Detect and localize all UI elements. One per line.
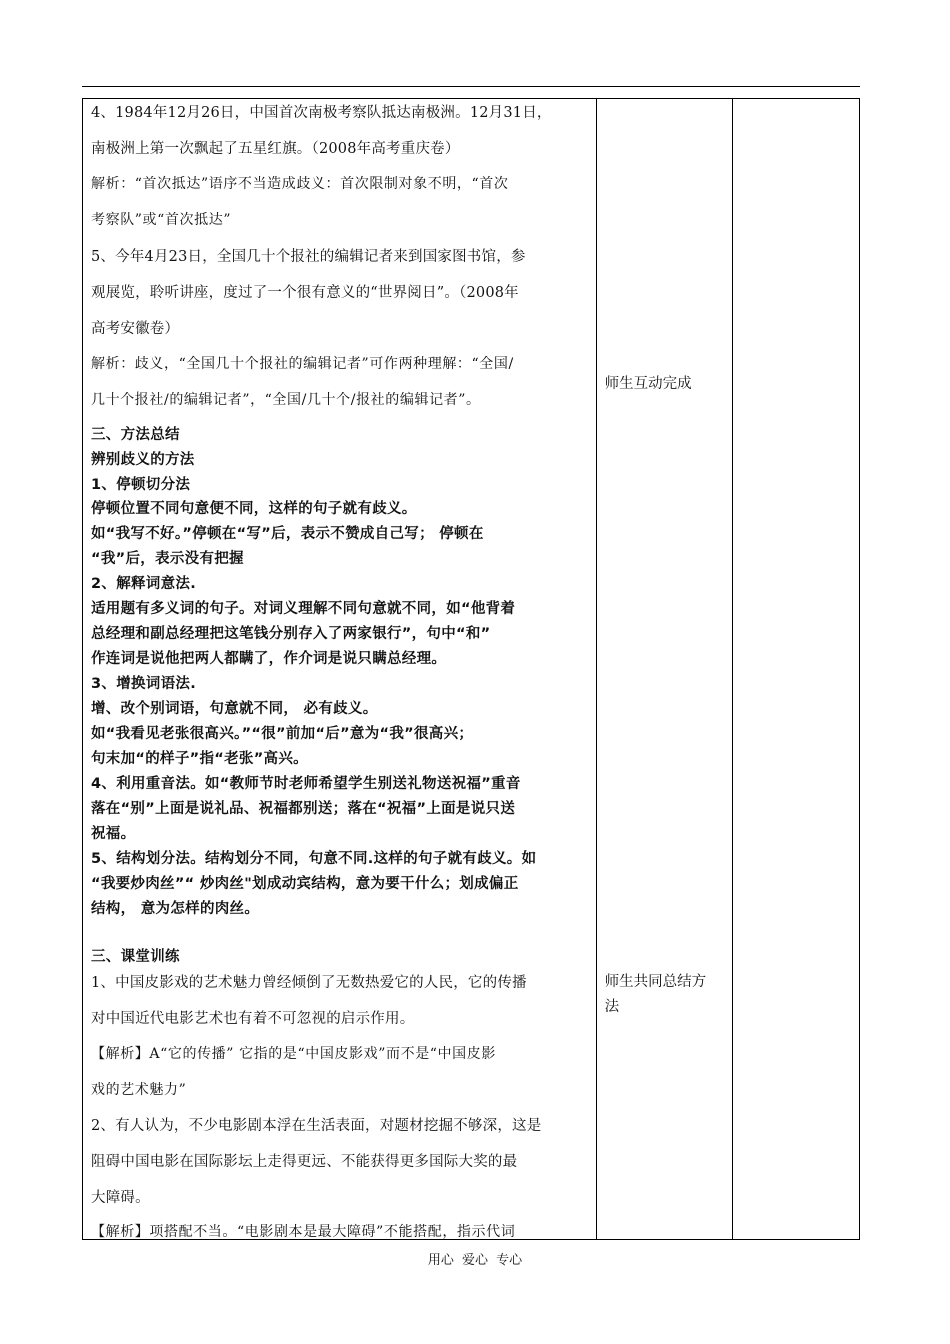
header-rule <box>82 86 860 87</box>
method-text: 增、改个别词语，句意就不同， 必有歧义。 <box>91 701 378 717</box>
method-text: 句末加“的样子”指“老张”高兴。 <box>91 751 308 767</box>
activity-note: 师生共同总结方 <box>604 974 707 990</box>
text-line: 1、中国皮影戏的艺术魅力曾经倾倒了无数热爱它的人民，它的传播 <box>91 975 527 991</box>
analysis-line: 考察队”或“首次抵达” <box>91 212 232 228</box>
text-line: 对中国近代电影艺术也有着不可忽视的启示作用。 <box>91 1011 415 1027</box>
lesson-plan-table <box>82 98 860 1240</box>
text-line: 4、1984年12月26日，中国首次南极考察队抵达南极洲。12月31日， <box>91 105 552 121</box>
analysis-line: 解析：歧义，“全国几十个报社的编辑记者”可作两种理解：“全国/ <box>91 356 514 372</box>
method-text: 4、利用重音法。如“教师节时老师希望学生别送礼物送祝福”重音 <box>91 776 521 792</box>
analysis-line: 【解析】A“它的传播” 它指的是“中国皮影戏”而不是“中国皮影 <box>91 1046 496 1062</box>
method-text: 落在“别”上面是说礼品、祝福都别送；落在“祝福”上面是说只送 <box>91 801 516 817</box>
method-title: 2、解释词意法. <box>91 576 196 592</box>
method-text: 如“我看见老张很高兴。”“很”前加“后”意为“我”很高兴； <box>91 726 474 742</box>
analysis-line: 几十个报社/的编辑记者”，“全国/几十个/报社的编辑记者”。 <box>91 392 481 408</box>
method-text: 停顿位置不同句意便不同，这样的句子就有歧义。 <box>91 501 417 517</box>
analysis-line: 戏的艺术魅力” <box>91 1082 187 1098</box>
notes-cell <box>732 99 859 1240</box>
method-text: 5、结构划分法。结构划分不同，句意不同.这样的句子就有歧义。如 <box>91 851 537 867</box>
method-text: “我要炒肉丝”“ 炒肉丝"划成动宾结构，意为要干什么；划成偏正 <box>91 876 519 892</box>
activity-cell <box>596 99 732 1240</box>
method-text: 祝福。 <box>91 826 136 842</box>
method-title: 3、增换词语法. <box>91 676 196 692</box>
text-line: 高考安徽卷） <box>91 321 180 337</box>
method-text: 结构， 意为怎样的肉丝。 <box>91 901 260 917</box>
content-cell <box>83 99 597 1240</box>
section-heading: 三、课堂训练 <box>91 949 180 965</box>
page-footer: 用心 爱心 专心 <box>427 1253 523 1268</box>
method-text: “我”后，表示没有把握 <box>91 551 244 567</box>
text-line: 大障碍。 <box>91 1190 150 1206</box>
subheading: 辨别歧义的方法 <box>91 452 195 468</box>
activity-note: 法 <box>604 999 620 1015</box>
text-line: 2、有人认为，不少电影剧本浮在生活表面，对题材挖掘不够深，这是 <box>91 1118 542 1134</box>
text-line: 观展览，聆听讲座，度过了一个很有意义的“世界阅日”。（2008年 <box>91 285 519 301</box>
analysis-line: 解析：“首次抵达”语序不当造成歧义：首次限制对象不明，“首次 <box>91 176 509 192</box>
text-line: 阻碍中国电影在国际影坛上走得更远、不能获得更多国际大奖的最 <box>91 1154 518 1170</box>
method-title: 1、停顿切分法 <box>91 477 191 493</box>
method-text: 适用题有多义词的句子。对词义理解不同句意就不同，如“他背着 <box>91 601 516 617</box>
method-text: 如“我写不好。”停顿在“写”后，表示不赞成自己写； 停顿在 <box>91 526 484 542</box>
method-text: 总经理和副总经理把这笔钱分别存入了两家银行”，句中“和” <box>91 626 491 642</box>
text-line: 南极洲上第一次飘起了五星红旗。（2008年高考重庆卷） <box>91 141 460 157</box>
text-line: 5、今年4月23日，全国几十个报社的编辑记者来到国家图书馆，参 <box>91 249 526 265</box>
method-text: 作连词是说他把两人都瞒了，作介词是说只瞒总经理。 <box>91 651 447 667</box>
analysis-line: 【解析】项搭配不当。“电影剧本是最大障碍”不能搭配，指示代词 <box>91 1224 516 1239</box>
activity-note: 师生互动完成 <box>604 376 692 392</box>
section-heading: 三、方法总结 <box>91 427 180 443</box>
